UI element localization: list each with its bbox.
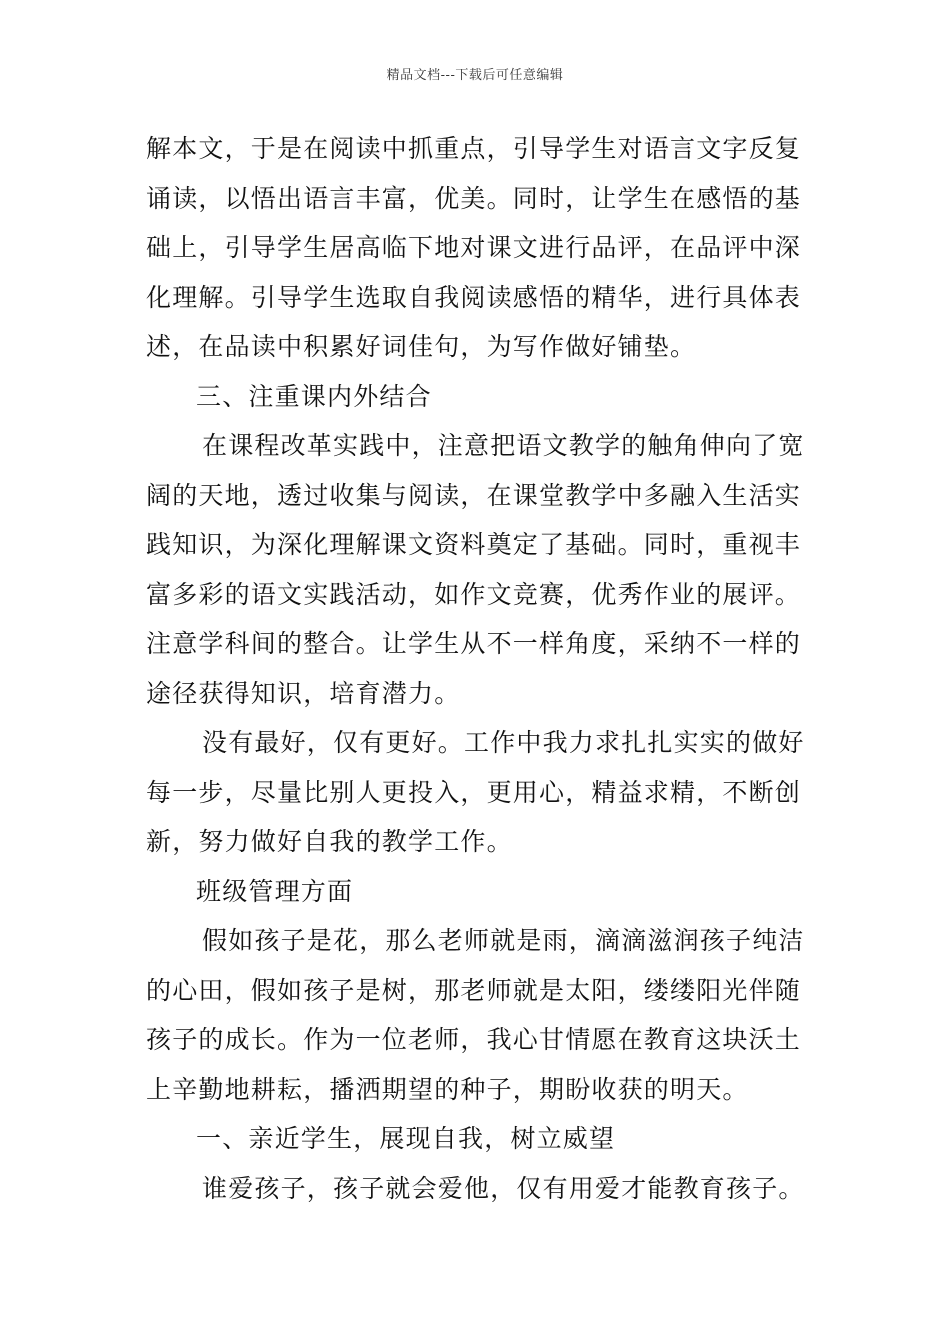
section-heading: 班级管理方面 (196, 876, 354, 906)
section-heading: 三、注重课内外结合 (196, 381, 432, 411)
text-line: 每一步，尽量比别人更投入，更用心，精益求精，不断创 (146, 777, 802, 807)
text-line: 富多彩的语文实践活动，如作文竞赛，优秀作业的展评。 (146, 579, 802, 609)
text-line: 没有最好，仅有更好。工作中我力求扎扎实实的做好 (202, 728, 805, 757)
text-line: 化理解。引导学生选取自我阅读感悟的精华，进行具体表 (146, 282, 802, 312)
text-line: 上辛勤地耕耘，播洒期望的种子，期盼收获的明天。 (146, 1074, 749, 1104)
text-line: 述，在品读中积累好词佳句，为写作做好铺垫。 (146, 332, 697, 361)
text-line: 阔的天地，透过收集与阅读，在课堂教学中多融入生活实 (146, 480, 802, 510)
text-line: 新，努力做好自我的教学工作。 (146, 827, 513, 856)
text-line: 础上，引导学生居高临下地对课文进行品评，在品评中深 (146, 233, 802, 262)
document-body (146, 124, 806, 1213)
text-line: 在课程改革实践中，注意把语文教学的触角伸向了宽 (202, 431, 805, 460)
text-line: 解本文，于是在阅读中抓重点，引导学生对语言文字反复 (146, 134, 802, 163)
text-line: 途径获得知识，培育潜力。 (146, 678, 461, 708)
text-line: 注意学科间的整合。让学生从不一样角度，采纳不一样的 (146, 629, 802, 658)
text-line: 践知识，为深化理解课文资料奠定了基础。同时，重视丰 (146, 530, 802, 559)
text-line: 的心田，假如孩子是树，那老师就是太阳，缕缕阳光伴随 (146, 975, 802, 1005)
text-line: 谁爱孩子，孩子就会爱他，仅有用爱才能教育孩子。 (202, 1173, 805, 1203)
page-header: 精品文档---下载后可任意编辑 (386, 68, 564, 83)
text-line: 孩子的成长。作为一位老师，我心甘情愿在教育这块沃土 (146, 1025, 802, 1054)
section-heading: 一、亲近学生，展现自我，树立威望 (196, 1124, 616, 1153)
text-line: 诵读，以悟出语言丰富，优美。同时，让学生在感悟的基 (146, 183, 802, 213)
text-line: 假如孩子是花，那么老师就是雨，滴滴滋润孩子纯洁 (202, 926, 805, 955)
